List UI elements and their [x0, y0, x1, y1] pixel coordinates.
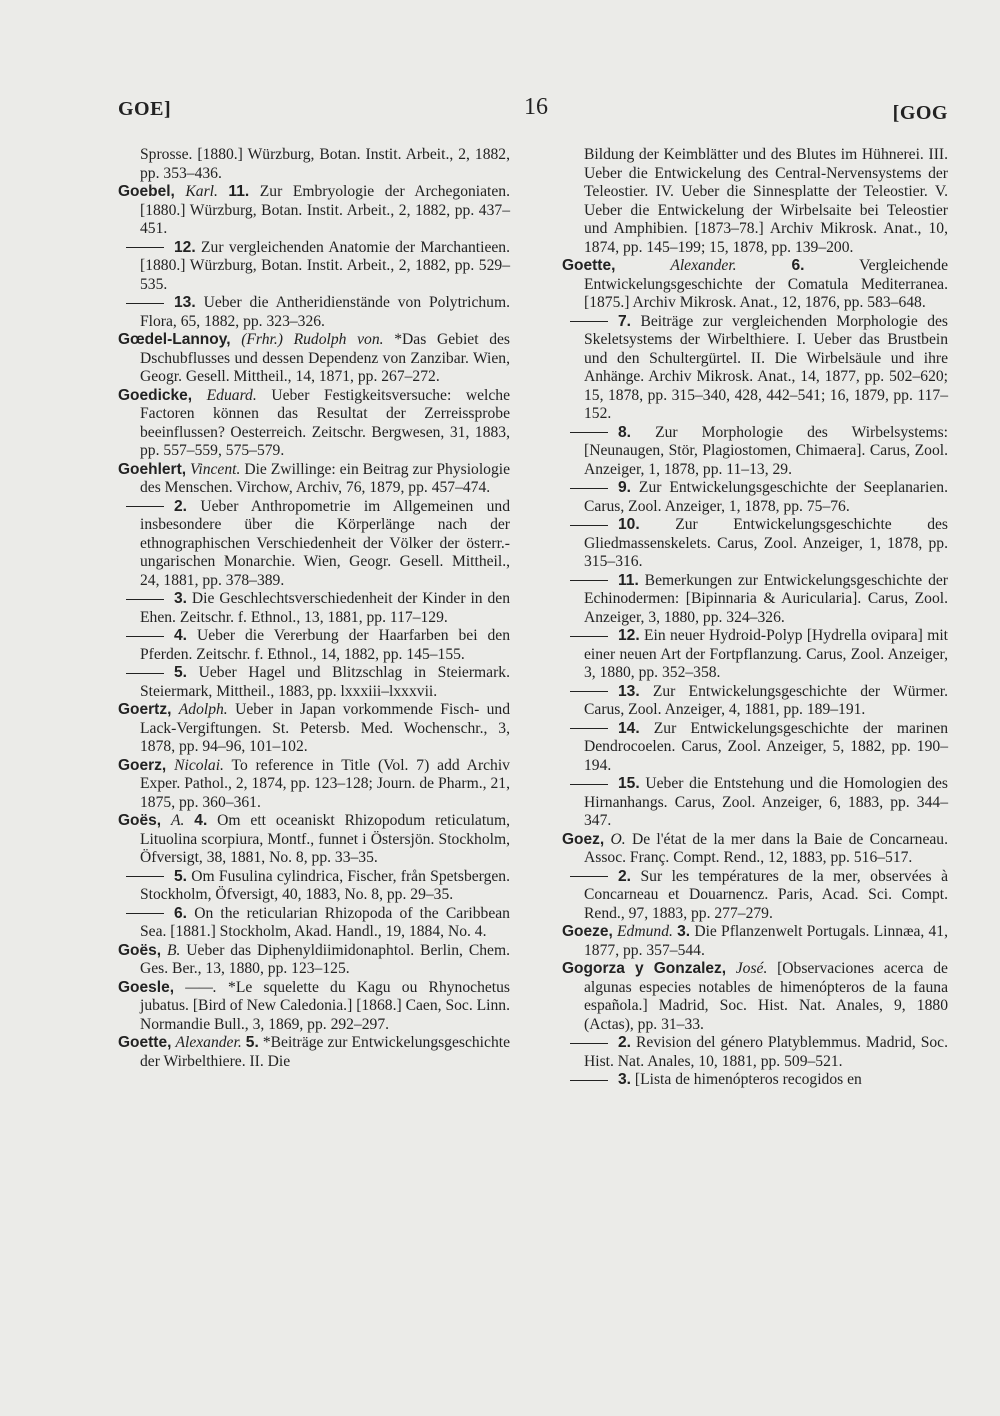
entry-text: Zur Entwickelungsgeschichte der marinen Dendrocoelen. Carus, Zool. Anzeiger, 5, 1882, pp. 190–194. [584, 719, 948, 774]
bibliography-entry [562, 1071, 948, 1090]
bibliography-entry [118, 146, 510, 183]
entry-text: Zur Entwickelungsgeschichte der Seeplanarien. Carus, Zool. Anzeiger, 1, 1878, pp. 75–76. [584, 479, 948, 515]
bibliography-entry [118, 387, 510, 461]
entry-text: Ueber die Antheridienstände von Polytrichum. Flora, 65, 1882, pp. 323–326. [140, 294, 510, 330]
entry-number: 2. [618, 867, 632, 885]
author-name: Goedicke, [118, 386, 193, 404]
entry-text: Om Fusulina cylindrica, Fischer, från Spetsbergen. Stockholm, Öfversigt, 40, 1883, No. 8, pp. 29–35. [140, 867, 510, 903]
entry-text: Beiträge zur vergleichenden Morphologie des Skeletsystems der Wirbelthiere. I. Ueber das Brustbein und den Schultergürtel. II. Die Wirbelsäule und ihre Anhänge. Archiv Mikrosk. Anat., 14, 1877, pp. 502–620; 15, 1878, pp. 315–340, 428, 442–541; 16, 1879, pp. 117–152. [584, 312, 948, 422]
author-given-name: A. [170, 812, 185, 829]
author-name: Goebel, [118, 183, 175, 200]
bibliography-entry [118, 183, 510, 239]
bibliography-entry [562, 257, 948, 313]
entry-text: Bemerkungen zur Entwickelungsgeschichte der Echinodermen: [Bipinnaria & Auricularia]. Carus, Zool. Anzeiger, 3, 1880, pp. 324–326. [584, 571, 948, 626]
author-name: Goerz, [118, 756, 167, 774]
author-given-name: Adolph. [178, 701, 228, 718]
ditto-rule [570, 728, 608, 729]
author-given-name: Edmund. [617, 923, 673, 940]
entry-number: 4. [174, 627, 188, 644]
author-name: Goehlert, [118, 460, 187, 478]
ditto-rule [570, 488, 608, 489]
ditto-rule [126, 913, 164, 914]
bibliography-entry [118, 294, 510, 331]
entry-number: 9. [618, 479, 632, 496]
entry-text: [Lista de himenópteros recogidos en [634, 1071, 862, 1088]
entry-number: 6. [791, 257, 805, 274]
entry-text: Ueber das Diphenyldiimidonaphtol. Berlin, Chem. Ges. Ber., 13, 1880, pp. 123–125. [140, 941, 510, 977]
entry-number: 13. [174, 294, 196, 311]
author-given-name: Eduard. [206, 386, 257, 404]
entry-number: 3. [677, 923, 691, 940]
author-name: Goës, [118, 941, 162, 959]
entry-text: On the reticularian Rhizopoda of the Caribbean Sea. [1881.] Stockholm, Akad. Handl., 19, 1884, No. 4. [140, 904, 510, 940]
ditto-rule [570, 636, 608, 637]
author-given-name: ——. [185, 978, 217, 996]
bibliography-entry [562, 1034, 948, 1071]
right-column [562, 146, 948, 1090]
bibliography-entry [562, 831, 948, 868]
entry-text: Zur Entwickelungsgeschichte des Gliedmassenskelets. Carus, Zool. Anzeiger, 1, 1878, pp. 315–316. [584, 516, 948, 570]
entry-text: Sprosse. [1880.] Würzburg, Botan. Instit. Arbeit., 2, 1882, pp. 353–436. [140, 146, 510, 182]
entry-number: 7. [618, 312, 632, 330]
author-name: Goesle, [118, 978, 174, 996]
entry-number: 2. [618, 1034, 632, 1051]
entry-number: 3. [174, 590, 188, 607]
entry-text: Revision del género Platyblemmus. Madrid, Soc. Hist. Nat. Anales, 10, 1881, pp. 509–521. [584, 1034, 949, 1070]
author-given-name: Alexander. [670, 257, 737, 274]
author-given-name: Alexander. [175, 1034, 242, 1051]
bibliography-entry [118, 868, 510, 905]
page-number: 16 [524, 94, 548, 120]
bibliography-entry [562, 313, 948, 424]
entry-number: 5. [174, 664, 188, 681]
entry-text: Ein neuer Hydroid-Polyp [Hydrella ovipara] mit einer neuen Art der Fortpflanzung. Carus, Zool. Anzeiger, 3, 1880, pp. 352–358. [584, 627, 948, 681]
bibliography-entry [118, 627, 510, 664]
entry-text: Zur Embryologie der Archegoniaten. [1880.] Würzburg, Botan. Instit. Arbeit., 2, 1882, pp. 437–451. [140, 183, 511, 237]
ditto-rule [570, 876, 608, 877]
entry-number: 4. [194, 812, 208, 829]
bibliography-entry [562, 627, 948, 683]
author-name: Goeze, [562, 923, 613, 940]
entry-text: To reference in Title (Vol. 7) add Archiv Exper. Pathol., 2, 1874, pp. 123–128; Journ. de Pharm., 21, 1875, pp. 360–361. [140, 756, 510, 811]
author-name: Gœdel-Lannoy, [118, 331, 231, 348]
ditto-rule [570, 525, 608, 526]
author-given-name: Vincent. [190, 460, 241, 478]
author-name: Goette, [562, 257, 616, 274]
entry-number: 11. [228, 183, 250, 200]
author-given-name: O. [610, 830, 626, 848]
entry-number: 8. [618, 423, 632, 441]
bibliography-entry [118, 942, 510, 979]
entry-number: 13. [618, 682, 640, 700]
ditto-rule [126, 673, 164, 674]
bibliography-entry [118, 664, 510, 701]
ditto-rule [570, 1080, 608, 1081]
entry-text: Ueber die Vererbung der Haarfarben bei den Pferden. Zeitschr. f. Ethnol., 14, 1882, pp. 145–155. [140, 627, 511, 663]
bibliography-entry [118, 701, 510, 757]
entry-text: Vergleichende Entwickelungsgeschichte der Comatula Mediterranea. [1875.] Archiv Mikrosk. Anat., 12, 1876, pp. 583–648. [584, 257, 949, 311]
entry-text: Bildung der Keimblätter und des Blutes im Hühnerei. III. Ueber die Entwickelung des Central-Nervensystems der Teleostier. IV. Ueber die Sinnesplatte der Teleostier. V. Ueber die Entwickelung der Wirbelsaite bei Teleostier und Amphibien. [1873–78.] Archiv Mikrosk. Anat., 10, 1874, pp. 145–199; 15, 1878, pp. 139–200. [584, 146, 948, 256]
ditto-rule [570, 784, 608, 785]
entry-number: 14. [618, 719, 640, 737]
entry-text: Om ett oceaniskt Rhizopodum reticulatum, Lituolina scorpiura, Montf., funnet i Östersjön. Stockholm, Öfversigt, 38, 1881, No. 8, pp. 33–35. [140, 812, 510, 866]
entry-number: 12. [174, 238, 196, 256]
author-given-name: Karl. [185, 183, 218, 200]
bibliography-entry [118, 590, 510, 627]
header-right-range: [GOG [892, 102, 948, 124]
bibliography-entry [118, 331, 510, 387]
entry-text: *Das Gebiet des Dschubflusses und dessen Dependenz von Zanzibar. Wien, Geogr. Gesell. Mittheil., 14, 1871, pp. 267–272. [140, 331, 510, 385]
author-name: Goës, [118, 812, 162, 829]
entry-text: Sur les températures de la mer, observées à Concarneau et Douarnencz. Paris, Acad. Sci. Compt. Rend., 97, 1883, pp. 277–279. [584, 867, 948, 922]
bibliography-entry [562, 868, 948, 924]
entry-number: 12. [618, 627, 640, 644]
bibliography-entry [118, 498, 510, 591]
ditto-rule [126, 506, 164, 507]
bibliography-entry [562, 960, 948, 1034]
author-name: Goette, [118, 1034, 172, 1051]
entry-number: 5. [174, 867, 188, 885]
bibliography-entry [562, 720, 948, 776]
bibliography-entry [562, 424, 948, 480]
entry-number: 5. [245, 1034, 259, 1051]
left-column [118, 146, 510, 1071]
bibliography-entry [118, 1034, 510, 1071]
ditto-rule [570, 321, 608, 322]
bibliography-entry [118, 812, 510, 868]
header-left-range: GOE] [118, 98, 172, 120]
ditto-rule [126, 599, 164, 600]
author-given-name: B. [166, 941, 181, 959]
entry-text: *Beiträge zur Entwickelungsgeschichte der Wirbelthiere. II. Die [140, 1034, 510, 1070]
entry-text: Die Pflanzenwelt Portugals. Linnæa, 41, 1877, pp. 357–544. [584, 923, 948, 959]
entry-number: 15. [618, 775, 640, 792]
page-header [118, 94, 948, 132]
entry-text: Ueber in Japan vorkommende Fisch- und Lack-Vergiftungen. St. Petersb. Med. Wochenschr., 3, 1878, pp. 94–96, 101–102. [140, 701, 511, 755]
author-name: Goertz, [118, 701, 172, 718]
bibliography-entry [562, 775, 948, 831]
ditto-rule [570, 580, 608, 581]
ditto-rule [570, 691, 608, 692]
entry-text: [Observaciones acerca de algunas especies notables de himenópteros de la fauna española.] Madrid, Soc. Hist. Nat. Anales, 9, 1880 (Actas), pp. 31–33. [584, 960, 948, 1033]
entry-text: Zur vergleichenden Anatomie der Marchantieen. [1880.] Würzburg, Botan. Instit. Arbeit., 2, 1882, pp. 529–535. [140, 238, 511, 293]
entry-text: Die Zwillinge: ein Beitrag zur Physiologie des Menschen. Virchow, Archiv, 76, 1879, pp. 457–474. [140, 460, 511, 496]
entry-text: De l'état de la mer dans la Baie de Concarneau. Assoc. Franç. Compt. Rend., 12, 1883, pp. 516–517. [584, 830, 948, 866]
entry-number: 6. [174, 904, 188, 922]
entry-number: 3. [618, 1071, 632, 1088]
entry-text: Zur Entwickelungsgeschichte der Würmer. Carus, Zool. Anzeiger, 4, 1881, pp. 189–191. [584, 682, 948, 718]
bibliography-entry [118, 757, 510, 813]
entry-text: Ueber Anthropometrie im Allgemeinen und insbesondere über die Körperlänge nach der ethnographischen Verschiedenheit der Völker der österr.-ungarischen Monarchie. Wien, Geogr. Gesell. Mittheil., 24, 1881, pp. 378–389. [140, 497, 510, 589]
entry-text: Die Geschlechtsverschiedenheit der Kinder in den Ehen. Zeitschr. f. Ethnol., 13, 1881, pp. 117–129. [140, 590, 510, 626]
entry-number: 10. [618, 516, 640, 533]
ditto-rule [126, 876, 164, 877]
entry-text: Ueber die Entstehung und die Homologien des Hirnanhangs. Carus, Zool. Anzeiger, 6, 1883, pp. 344–347. [584, 775, 948, 829]
bibliography-entry [118, 905, 510, 942]
entry-number: 2. [174, 497, 188, 515]
ditto-rule [570, 1043, 608, 1044]
author-given-name: (Frhr.) Rudolph von. [241, 331, 384, 348]
bibliography-entry [118, 461, 510, 498]
entry-text: Ueber Festigkeitsversuche: welche Factoren können das Resultat der Zerreissprobe beeinflussen? Oesterreich. Zeitschr. Bergwesen, 31, 1883, pp. 557–559, 575–579. [140, 386, 511, 459]
entry-number: 11. [618, 571, 639, 589]
bibliography-entry [562, 923, 948, 960]
bibliography-entry [562, 479, 948, 516]
bibliography-entry [562, 683, 948, 720]
bibliography-entry [118, 239, 510, 295]
ditto-rule [126, 303, 164, 304]
author-name: Goez, [562, 830, 605, 848]
author-name: Gogorza y Gonzalez, [562, 960, 727, 977]
author-given-name: Nicolai. [174, 756, 224, 774]
ditto-rule [570, 432, 608, 433]
author-given-name: José. [735, 960, 768, 977]
bibliography-entry [562, 572, 948, 628]
ditto-rule [126, 636, 164, 637]
bibliography-entry [562, 516, 948, 572]
ditto-rule [126, 247, 164, 248]
entry-text: Zur Morphologie des Wirbelsystems: [Neunaugen, Stör, Plagiostomen, Chimaera]. Carus, Zool. Anzeiger, 1, 1878, pp. 11–13, 29. [584, 423, 949, 478]
bibliography-entry [118, 979, 510, 1035]
bibliography-entry [562, 146, 948, 257]
entry-text: Ueber Hagel und Blitzschlag in Steiermark. Steiermark, Mittheil., 1883, pp. lxxxiii–lxxxvii. [140, 664, 510, 700]
entry-text: *Le squelette du Kagu ou Rhynochetus jubatus. [Bird of New Caledonia.] [1868.] Caen, Soc. Linn. Normandie Bull., 3, 1869, pp. 292–297. [140, 978, 510, 1033]
